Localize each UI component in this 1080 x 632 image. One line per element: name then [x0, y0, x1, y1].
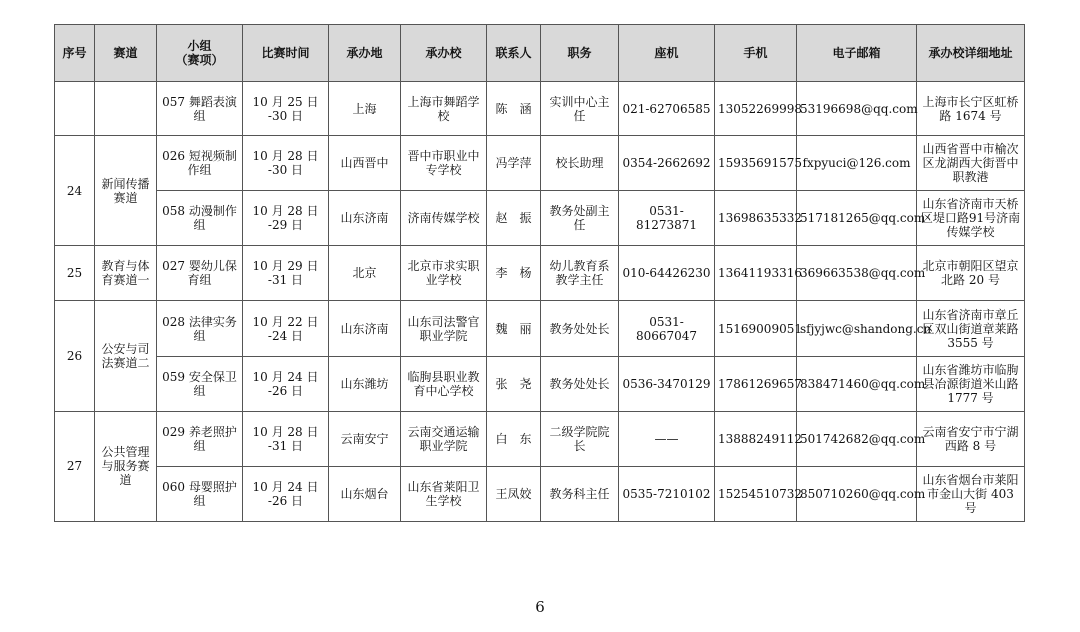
cell-time: 10 月 24 日 -26 日	[243, 356, 329, 411]
cell-school: 上海市舞蹈学校	[401, 82, 487, 136]
cell-city: 云南安宁	[329, 411, 401, 466]
cell-contact: 张 尧	[487, 356, 541, 411]
cell-position: 实训中心主任	[541, 82, 619, 136]
cell-seq: 24	[55, 136, 95, 246]
cell-school: 云南交通运输职业学院	[401, 411, 487, 466]
header-track: 赛道	[95, 25, 157, 82]
cell-position: 教务科主任	[541, 466, 619, 521]
header-row	[55, 25, 1025, 82]
cell-mobile: 13641193316	[715, 246, 797, 301]
cell-mobile: 15254510732	[715, 466, 797, 521]
cell-time: 10 月 28 日 -30 日	[243, 136, 329, 191]
page-number: 6	[535, 598, 545, 616]
cell-school: 济南传媒学校	[401, 191, 487, 246]
header-mobile: 手机	[715, 25, 797, 82]
cell-seq: 25	[55, 246, 95, 301]
cell-mobile: 13888249112	[715, 411, 797, 466]
cell-landline: 0531-80667047	[619, 301, 715, 356]
table-row	[55, 411, 1025, 466]
cell-email: 53196698@qq.com	[797, 82, 917, 136]
header-seq: 序号	[55, 25, 95, 82]
cell-group: 059 安全保卫组	[157, 356, 243, 411]
cell-landline: ——	[619, 411, 715, 466]
header-address: 承办校详细地址	[917, 25, 1025, 82]
cell-time: 10 月 22 日 -24 日	[243, 301, 329, 356]
table-row	[55, 246, 1025, 301]
cell-mobile: 17861269657	[715, 356, 797, 411]
table-row	[55, 191, 1025, 246]
header-email: 电子邮箱	[797, 25, 917, 82]
cell-city: 山东济南	[329, 301, 401, 356]
cell-landline: 0354-2662692	[619, 136, 715, 191]
cell-contact: 冯学萍	[487, 136, 541, 191]
cell-group: 026 短视频制作组	[157, 136, 243, 191]
cell-seq	[55, 82, 95, 136]
cell-group: 060 母婴照护组	[157, 466, 243, 521]
cell-school: 北京市求实职业学校	[401, 246, 487, 301]
header-city: 承办地	[329, 25, 401, 82]
cell-contact: 白 东	[487, 411, 541, 466]
cell-landline: 0536-3470129	[619, 356, 715, 411]
cell-landline: 021-62706585	[619, 82, 715, 136]
cell-time: 10 月 29 日 -31 日	[243, 246, 329, 301]
header-contact: 联系人	[487, 25, 541, 82]
cell-school: 山东司法警官职业学院	[401, 301, 487, 356]
cell-address: 山东省济南市章丘区双山街道章莱路 3555 号	[917, 301, 1025, 356]
cell-time: 10 月 25 日 -30 日	[243, 82, 329, 136]
cell-city: 北京	[329, 246, 401, 301]
cell-address: 山东省潍坊市临朐县冶源街道米山路 1777 号	[917, 356, 1025, 411]
cell-position: 教务处处长	[541, 356, 619, 411]
header-school: 承办校	[401, 25, 487, 82]
cell-group: 029 养老照护组	[157, 411, 243, 466]
cell-contact: 赵 振	[487, 191, 541, 246]
header-group-line1: 小组	[187, 39, 212, 53]
cell-city: 山东潍坊	[329, 356, 401, 411]
cell-group: 027 婴幼儿保育组	[157, 246, 243, 301]
table-row	[55, 136, 1025, 191]
cell-time: 10 月 24 日 -26 日	[243, 466, 329, 521]
table-row	[55, 356, 1025, 411]
table-row	[55, 466, 1025, 521]
cell-mobile: 15169009051	[715, 301, 797, 356]
schedule-table	[54, 24, 1025, 522]
cell-group: 028 法律实务组	[157, 301, 243, 356]
cell-landline: 0531-81273871	[619, 191, 715, 246]
cell-address: 山东省济南市天桥区堤口路91号济南传媒学校	[917, 191, 1025, 246]
cell-address: 山西省晋中市榆次区龙湖西大街晋中职教港	[917, 136, 1025, 191]
cell-landline: 010-64426230	[619, 246, 715, 301]
cell-contact: 李 杨	[487, 246, 541, 301]
cell-position: 校长助理	[541, 136, 619, 191]
cell-school: 临朐县职业教育中心学校	[401, 356, 487, 411]
cell-mobile: 13698635332	[715, 191, 797, 246]
cell-address: 北京市朝阳区望京北路 20 号	[917, 246, 1025, 301]
cell-address: 云南省安宁市宁湖西路 8 号	[917, 411, 1025, 466]
cell-address: 山东省烟台市莱阳市金山大街 403 号	[917, 466, 1025, 521]
cell-address: 上海市长宁区虹桥路 1674 号	[917, 82, 1025, 136]
header-group	[157, 25, 243, 82]
cell-group: 057 舞蹈表演组	[157, 82, 243, 136]
cell-position: 二级学院院长	[541, 411, 619, 466]
cell-email: sfjyjwc@shandong.cn	[797, 301, 917, 356]
cell-position: 幼儿教育系教学主任	[541, 246, 619, 301]
cell-position: 教务处处长	[541, 301, 619, 356]
cell-group: 058 动漫制作组	[157, 191, 243, 246]
header-time: 比赛时间	[243, 25, 329, 82]
cell-time: 10 月 28 日 -29 日	[243, 191, 329, 246]
cell-contact: 魏 丽	[487, 301, 541, 356]
cell-city: 山东济南	[329, 191, 401, 246]
cell-school: 晋中市职业中专学校	[401, 136, 487, 191]
cell-mobile: 15935691575	[715, 136, 797, 191]
cell-city: 山西晋中	[329, 136, 401, 191]
cell-city: 山东烟台	[329, 466, 401, 521]
cell-contact: 王凤姣	[487, 466, 541, 521]
header-position: 职务	[541, 25, 619, 82]
table-row	[55, 301, 1025, 356]
cell-track	[95, 82, 157, 136]
cell-track: 公安与司法赛道二	[95, 301, 157, 411]
cell-email: fxpyuci@126.com	[797, 136, 917, 191]
cell-city: 上海	[329, 82, 401, 136]
header-group-line2: （赛项）	[175, 53, 224, 67]
cell-landline: 0535-7210102	[619, 466, 715, 521]
cell-seq: 27	[55, 411, 95, 521]
cell-position: 教务处副主任	[541, 191, 619, 246]
cell-track: 教育与体育赛道一	[95, 246, 157, 301]
cell-track: 新闻传播赛道	[95, 136, 157, 246]
cell-school: 山东省莱阳卫生学校	[401, 466, 487, 521]
table-row	[55, 82, 1025, 136]
cell-email: 517181265@qq.com	[797, 191, 917, 246]
header-landline: 座机	[619, 25, 715, 82]
cell-email: 838471460@qq.com	[797, 356, 917, 411]
cell-track: 公共管理与服务赛道	[95, 411, 157, 521]
cell-seq: 26	[55, 301, 95, 411]
cell-email: 850710260@qq.com	[797, 466, 917, 521]
cell-contact: 陈 涵	[487, 82, 541, 136]
cell-mobile: 13052269998	[715, 82, 797, 136]
cell-email: 501742682@qq.com	[797, 411, 917, 466]
cell-time: 10 月 28 日 -31 日	[243, 411, 329, 466]
cell-email: 369663538@qq.com	[797, 246, 917, 301]
